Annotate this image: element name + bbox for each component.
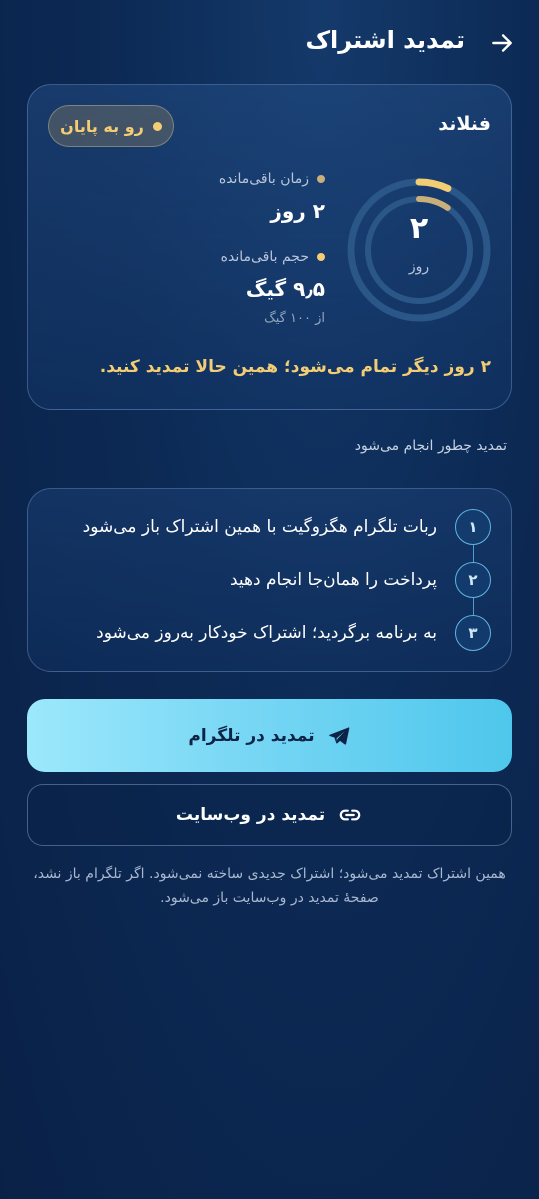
days-ring-graphic [344, 175, 494, 325]
volume-left-value: ۹٫۵ گیگ [245, 277, 325, 301]
steps-card [27, 488, 512, 672]
volume-left-label: حجم باقی‌مانده [220, 249, 309, 265]
time-left-stat [219, 171, 325, 223]
days-ring [344, 175, 494, 325]
step-number: ۳ [455, 615, 491, 651]
time-left-value: ۲ روز [270, 199, 325, 223]
renew-website-label: تمدید در وب‌سایت [175, 805, 326, 825]
step-text: ربات تلگرام هگزوگیت با همین اشتراک باز می‌شود [82, 517, 437, 537]
step-number: ۲ [455, 562, 491, 598]
step-number: ۱ [455, 509, 491, 545]
link-icon [337, 802, 363, 828]
telegram-plane-icon [327, 724, 351, 748]
arrow-back-icon [489, 30, 515, 56]
step-text: پرداخت را همان‌جا انجام دهید [229, 570, 437, 590]
step-connector [473, 597, 475, 615]
step-item [46, 509, 491, 545]
expiry-warning: ۲ روز دیگر تمام می‌شود؛ همین حالا تمدید کنید. [99, 357, 491, 377]
header [0, 22, 539, 62]
step-item [46, 562, 491, 598]
step-connector [473, 545, 475, 563]
step-item [46, 615, 491, 651]
volume-total: از ۱۰۰ گیگ [264, 311, 325, 326]
page-title: تمدید اشتراک [305, 26, 465, 54]
volume-left-stat [221, 249, 325, 326]
status-badge [48, 105, 174, 147]
footnote-text: همین اشتراک تمدید می‌شود؛ اشتراک جدیدی ساخته نمی‌شود. اگر تلگرام باز نشد، صفحهٔ تمدید در وب‌سایت باز می‌شود. [33, 866, 506, 906]
subscription-status-card [27, 84, 512, 410]
renew-telegram-button[interactable] [27, 699, 512, 772]
status-badge-label: رو به پایان [60, 116, 144, 136]
renew-website-button[interactable] [27, 784, 512, 846]
back-button[interactable] [487, 28, 517, 58]
ring-days-unit: روز [408, 259, 430, 275]
volume-left-dot [317, 253, 325, 261]
time-left-label: زمان باقی‌مانده [218, 171, 309, 187]
step-text: به برنامه برگردید؛ اشتراک خودکار به‌روز می‌شود [96, 623, 437, 643]
how-it-works-title: تمدید چطور انجام می‌شود [354, 438, 507, 454]
ring-days-value: ۲ [409, 211, 429, 246]
country-name: فنلاند [438, 113, 491, 135]
renew-telegram-label: تمدید در تلگرام [188, 725, 315, 746]
status-dot [153, 122, 162, 131]
time-left-dot [317, 175, 325, 183]
